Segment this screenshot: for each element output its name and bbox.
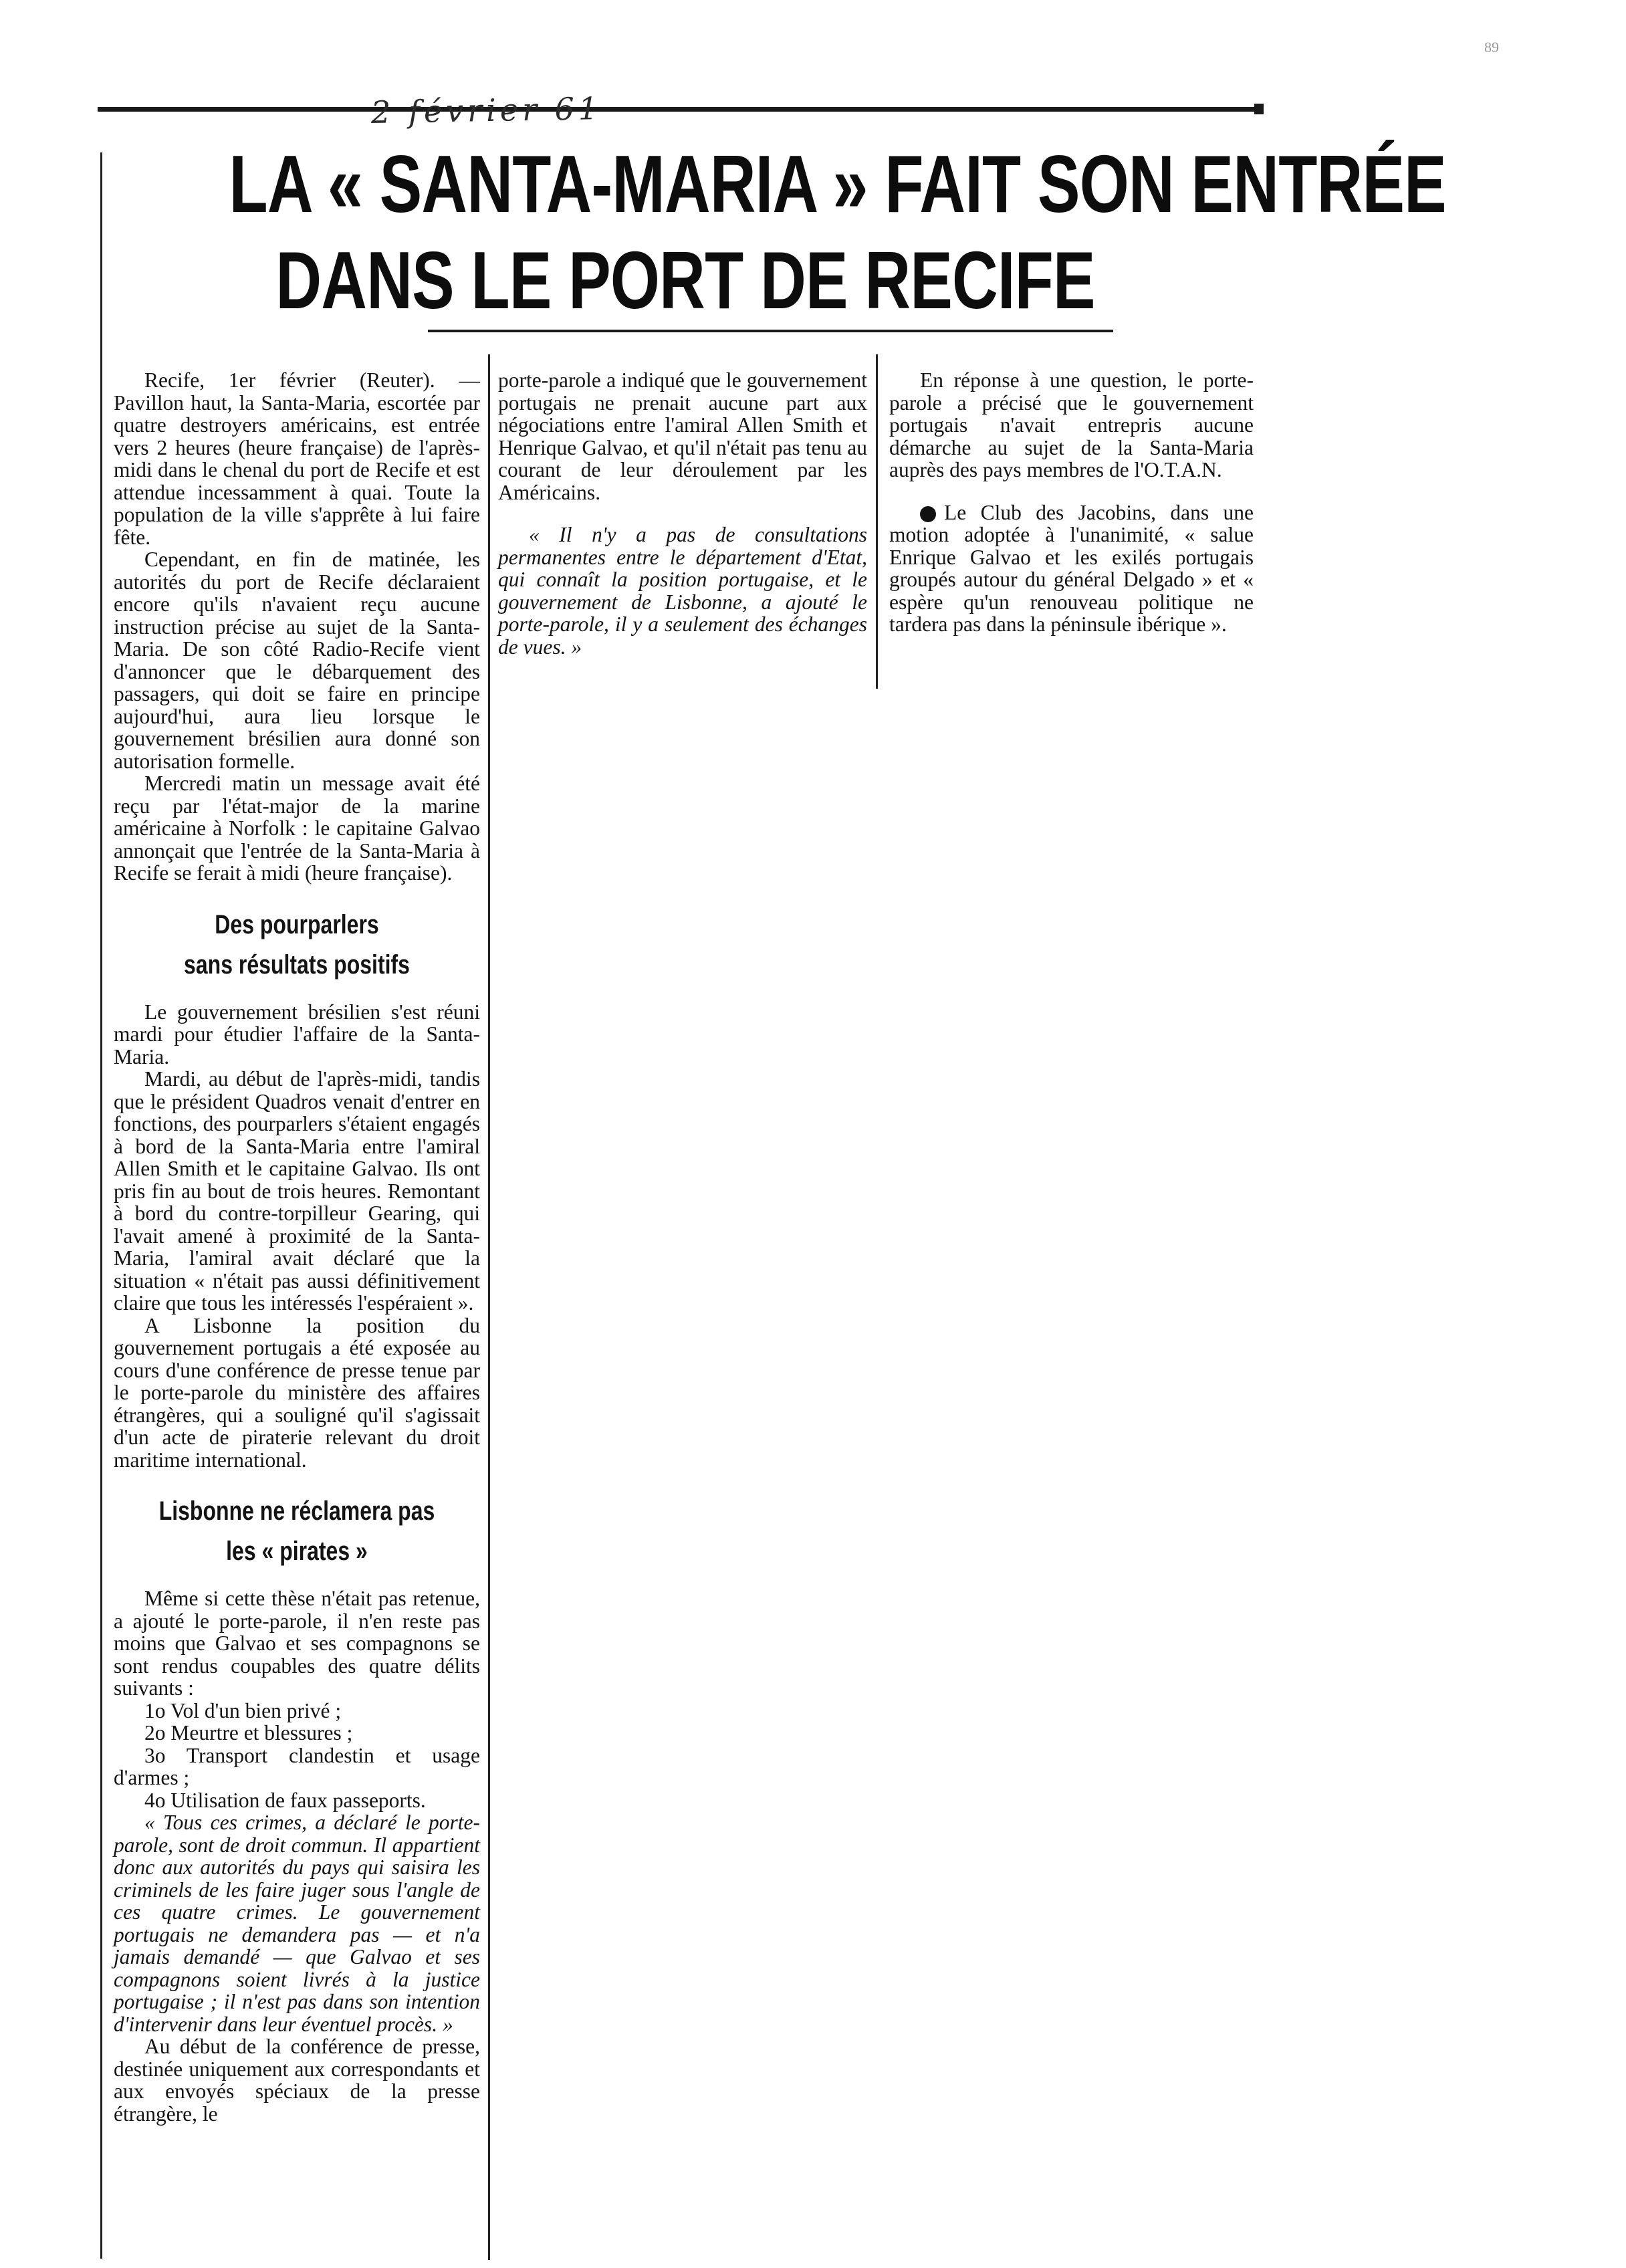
- column-2: [498, 369, 867, 658]
- column-rule-2: [876, 354, 878, 689]
- col1-paragraph-1: Recife, 1er février (Reuter). — Pavillon haut, la Santa-Maria, escortée par quatre destroyers américains, est entrée vers 2 heures (heure française) de l'après-midi dans le chenal du port de Recife et est attendue incessamment à quai. Toute la population de la ville s'apprête à lui faire fête.: [114, 368, 480, 549]
- col1-paragraph-7: Même si cette thèse n'était pas retenue, a ajouté le porte-parole, il n'en reste pas moins que Galvao et ses compagnons se sont rendus coupables des quatre délits suivants :: [114, 1587, 480, 1700]
- headline: [100, 137, 1446, 327]
- subhead-1-line-2: sans résultats positifs: [184, 949, 410, 980]
- left-column-rule: [100, 152, 102, 2259]
- column-rule-1: [488, 354, 490, 2260]
- headline-underline: [428, 330, 1113, 332]
- list-item-3: 3o Transport clandestin et usage d'armes ;: [114, 1743, 480, 1789]
- col1-paragraph-4: Le gouvernement brésilien s'est réuni mardi pour étudier l'affaire de la Santa-Maria.: [114, 1000, 480, 1068]
- col1-paragraph-9: Au début de la conférence de presse, destinée uniquement aux correspondants et aux envoyés spéciaux de la presse étrangère, le: [114, 2035, 480, 2126]
- page-number: 89: [1484, 39, 1499, 55]
- list-item-2: 2o Meurtre et blessures ;: [144, 1721, 353, 1744]
- col1-paragraph-6: A Lisbonne la position du gouvernement portugais a été exposée au cours d'une conférence de presse tenue par le porte-parole du ministère des affaires étrangères, qui a souligné qu'il s'agissait d'un acte de piraterie relevant du droit maritime international.: [114, 1313, 480, 1472]
- bullet-icon: [920, 506, 936, 522]
- subhead-lisbonne: [114, 1491, 480, 1571]
- subhead-2-line-1: Lisbonne ne réclamera pas: [158, 1496, 435, 1526]
- col3-paragraph-2-text: Le Club des Jacobins, dans une motion adoptée à l'unanimité, « salue Enrique Galvao et les exilés portugais groupés autour du général Delgado » et « espère qu'un renouveau politique ne tardera pas dans la péninsule ibérique ».: [889, 500, 1254, 636]
- headline-line-1: LA « SANTA-MARIA » FAIT SON ENTRÉE: [229, 138, 1446, 229]
- col1-paragraph-3: Mercredi matin un message avait été reçu par l'état-major de la marine américaine à Norfolk : le capitaine Galvao annonçait que l'entrée de la Santa-Maria à Recife se ferait à midi (heure française).: [114, 772, 480, 885]
- subhead-pourparlers: [114, 905, 480, 985]
- col1-paragraph-8: « Tous ces crimes, a déclaré le porte-parole, sont de droit commun. Il appartient donc aux autorités du pays qui saisira les criminels de les faire juger sous l'angle de ces quatre crimes. Le gouvernement portugais ne demandera pas — et n'a jamais demandé — que Galvao et ses compagnons soient livrés à la justice portugaise ; il n'est pas dans son intention d'intervenir dans leur éventuel procès. »: [114, 1811, 480, 2036]
- column-3: [889, 369, 1254, 636]
- col3-paragraph-2: [889, 501, 1254, 636]
- subhead-1-line-1: Des pourparlers: [215, 909, 379, 939]
- col1-paragraph-2: Cependant, en fin de matinée, les autorités du port de Recife déclaraient encore qu'ils n'avaient reçu aucune instruction précise au sujet de la Santa-Maria. De son côté Radio-Recife vient d'annoncer que le débarquement des passagers, qui doit se faire en principe aujourd'hui, aura lieu lorsque le gouvernement brésilien aura donné son autorisation formelle.: [114, 548, 480, 773]
- column-1: [114, 369, 480, 2125]
- list-item-4: 4o Utilisation de faux passeports.: [144, 1788, 426, 1812]
- handwritten-date: 2 février 61: [370, 90, 602, 131]
- col3-paragraph-1: En réponse à une question, le porte-parole a précisé que le gouvernement portugais n'avait entrepris aucune démarche au sujet de la Santa-Maria auprès des pays membres de l'O.T.A.N.: [889, 368, 1254, 481]
- col3-gap: [889, 481, 1254, 501]
- subhead-2-line-2: les « pirates »: [226, 1537, 368, 1566]
- col2-paragraph-2: « Il n'y a pas de consultations permanentes entre le département d'Etat, qui connaît la position portugaise, et le gouvernement de Lisbonne, a ajouté le porte-parole, il y a seulement des échanges de vues. »: [498, 523, 867, 659]
- col2-gap: [498, 503, 867, 524]
- col1-paragraph-5: Mardi, au début de l'après-midi, tandis que le président Quadros venait d'entrer en fonctions, des pourparlers s'étaient engagés à bord de la Santa-Maria entre l'amiral Allen Smith et le capitaine Galvao. Ils ont pris fin au bout de trois heures. Remontant à bord du contre-torpilleur Gearing, qui l'avait amené à proximité de la Santa-Maria, l'amiral avait déclaré que la situation « n'était pas aussi définitivement claire que tous les intéressés l'espéraient ».: [114, 1067, 480, 1315]
- headline-line-2: DANS LE PORT DE RECIFE: [275, 235, 1095, 326]
- list-item-1: 1o Vol d'un bien privé ;: [144, 1698, 342, 1722]
- top-rule: [98, 107, 1260, 112]
- col2-paragraph-1: porte-parole a indiqué que le gouvernement portugais ne prenait aucune part aux négociations entre l'amiral Allen Smith et Henrique Galvao, et qu'il n'était pas tenu au courant de leur déroulement par les Américains.: [498, 368, 867, 504]
